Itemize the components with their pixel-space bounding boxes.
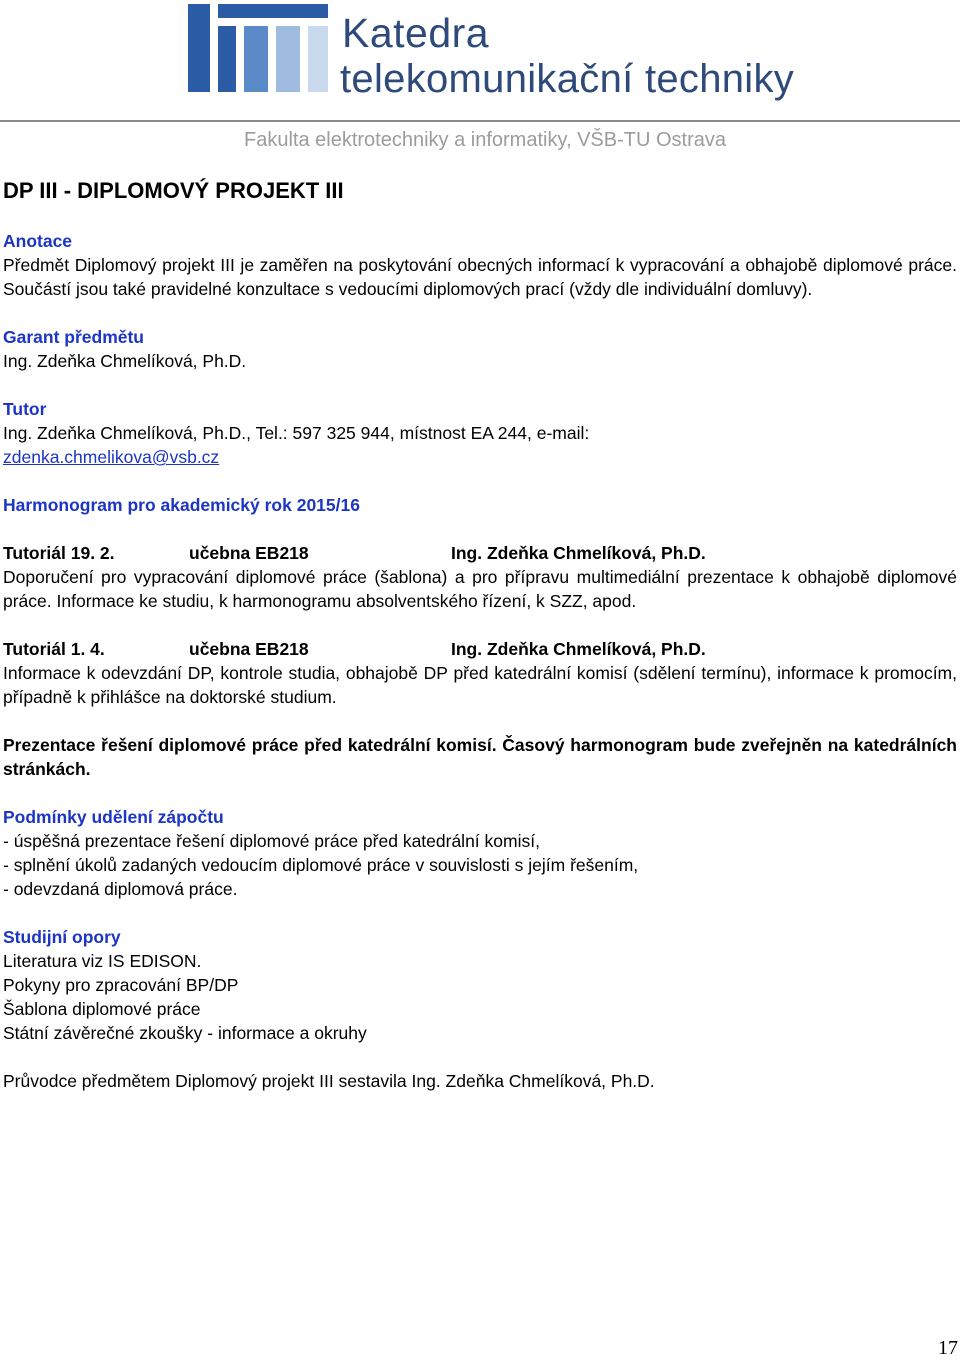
logo-text-department: Katedra	[342, 10, 490, 56]
tutorial-lecturer: Ing. Zdeňka Chmelíková, Ph.D.	[451, 543, 706, 563]
section-heading-anotace: Anotace	[3, 231, 73, 251]
section-heading-opory: Studijní opory	[3, 927, 121, 947]
section-heading-podminky: Podmínky udělení zápočtu	[3, 807, 224, 827]
tutorial-description-2: Informace k odevzdání DP, kontrole studia, obhajobě DP před katedrální komisí (sdělení termínu), informace k promocím, případně k přihlášce na doktorské studium.	[3, 663, 957, 707]
section-heading-garant: Garant předmětu	[3, 327, 144, 347]
faculty-name: Fakulta elektrotechniky a informatiky, VŠB-TU Ostrava	[244, 129, 727, 151]
list-item: Státní závěrečné zkoušky - informace a okruhy	[3, 1023, 367, 1043]
tutorial-room: učebna EB218	[189, 543, 309, 563]
section-heading-harmonogram: Harmonogram pro akademický rok 2015/16	[3, 495, 360, 515]
presentation-note: Prezentace řešení diplomové práce před katedrální komisí. Časový harmonogram bude zveřejněn na katedrálních stránkách.	[3, 735, 957, 779]
page-number: 17	[938, 1337, 958, 1359]
list-item: Pokyny pro zpracování BP/DP	[3, 975, 239, 995]
tutorial-header-1	[3, 541, 957, 565]
list-item: - odevzdaná diplomová práce.	[3, 879, 238, 899]
page-header	[0, 0, 960, 160]
section-heading-tutor: Tutor	[3, 399, 47, 419]
tutorial-lecturer: Ing. Zdeňka Chmelíková, Ph.D.	[451, 639, 706, 659]
tutor-contact: Ing. Zdeňka Chmelíková, Ph.D., Tel.: 597 325 944, místnost EA 244, e-mail:	[3, 423, 590, 443]
anotace-text: Předmět Diplomový projekt III je zaměřen na poskytování obecných informací k vypracování a obhajobě diplomové práce. Součástí jsou také pravidelné konzultace s vedoucími diplomových prací (vždy dle individuální domluvy).	[3, 255, 957, 299]
logo-text-department-name: telekomunikační techniky	[340, 57, 795, 101]
tutor-email-link[interactable]: zdenka.chmelikova@vsb.cz	[3, 447, 220, 467]
list-item: - splnění úkolů zadaných vedoucím diplomové práce v souvislosti s jejím řešením,	[3, 855, 639, 875]
list-item: Šablona diplomové práce	[3, 999, 201, 1019]
tutorial-date: Tutoriál 19. 2.	[3, 543, 115, 563]
tutorial-date: Tutoriál 1. 4.	[3, 639, 105, 659]
garant-name: Ing. Zdeňka Chmelíková, Ph.D.	[3, 351, 247, 371]
footer-note: Průvodce předmětem Diplomový projekt III sestavila Ing. Zdeňka Chmelíková, Ph.D.	[3, 1071, 655, 1091]
tutorial-description-1: Doporučení pro vypracování diplomové práce (šablona) a pro přípravu multimediální prezentace k obhajobě diplomové práce. Informace ke studiu, k harmonogramu absolventského řízení, k SZZ, apod.	[3, 567, 957, 611]
document-title: DP III - DIPLOMOVÝ PROJEKT III	[3, 178, 344, 203]
department-logo-icon	[188, 2, 338, 98]
list-item: - úspěšná prezentace řešení diplomové práce před katedrální komisí,	[3, 831, 540, 851]
tutorial-room: učebna EB218	[189, 639, 309, 659]
tutorial-header-2	[3, 637, 957, 661]
list-item: Literatura viz IS EDISON.	[3, 951, 202, 971]
document-body	[3, 229, 957, 1093]
header-divider	[0, 120, 960, 122]
